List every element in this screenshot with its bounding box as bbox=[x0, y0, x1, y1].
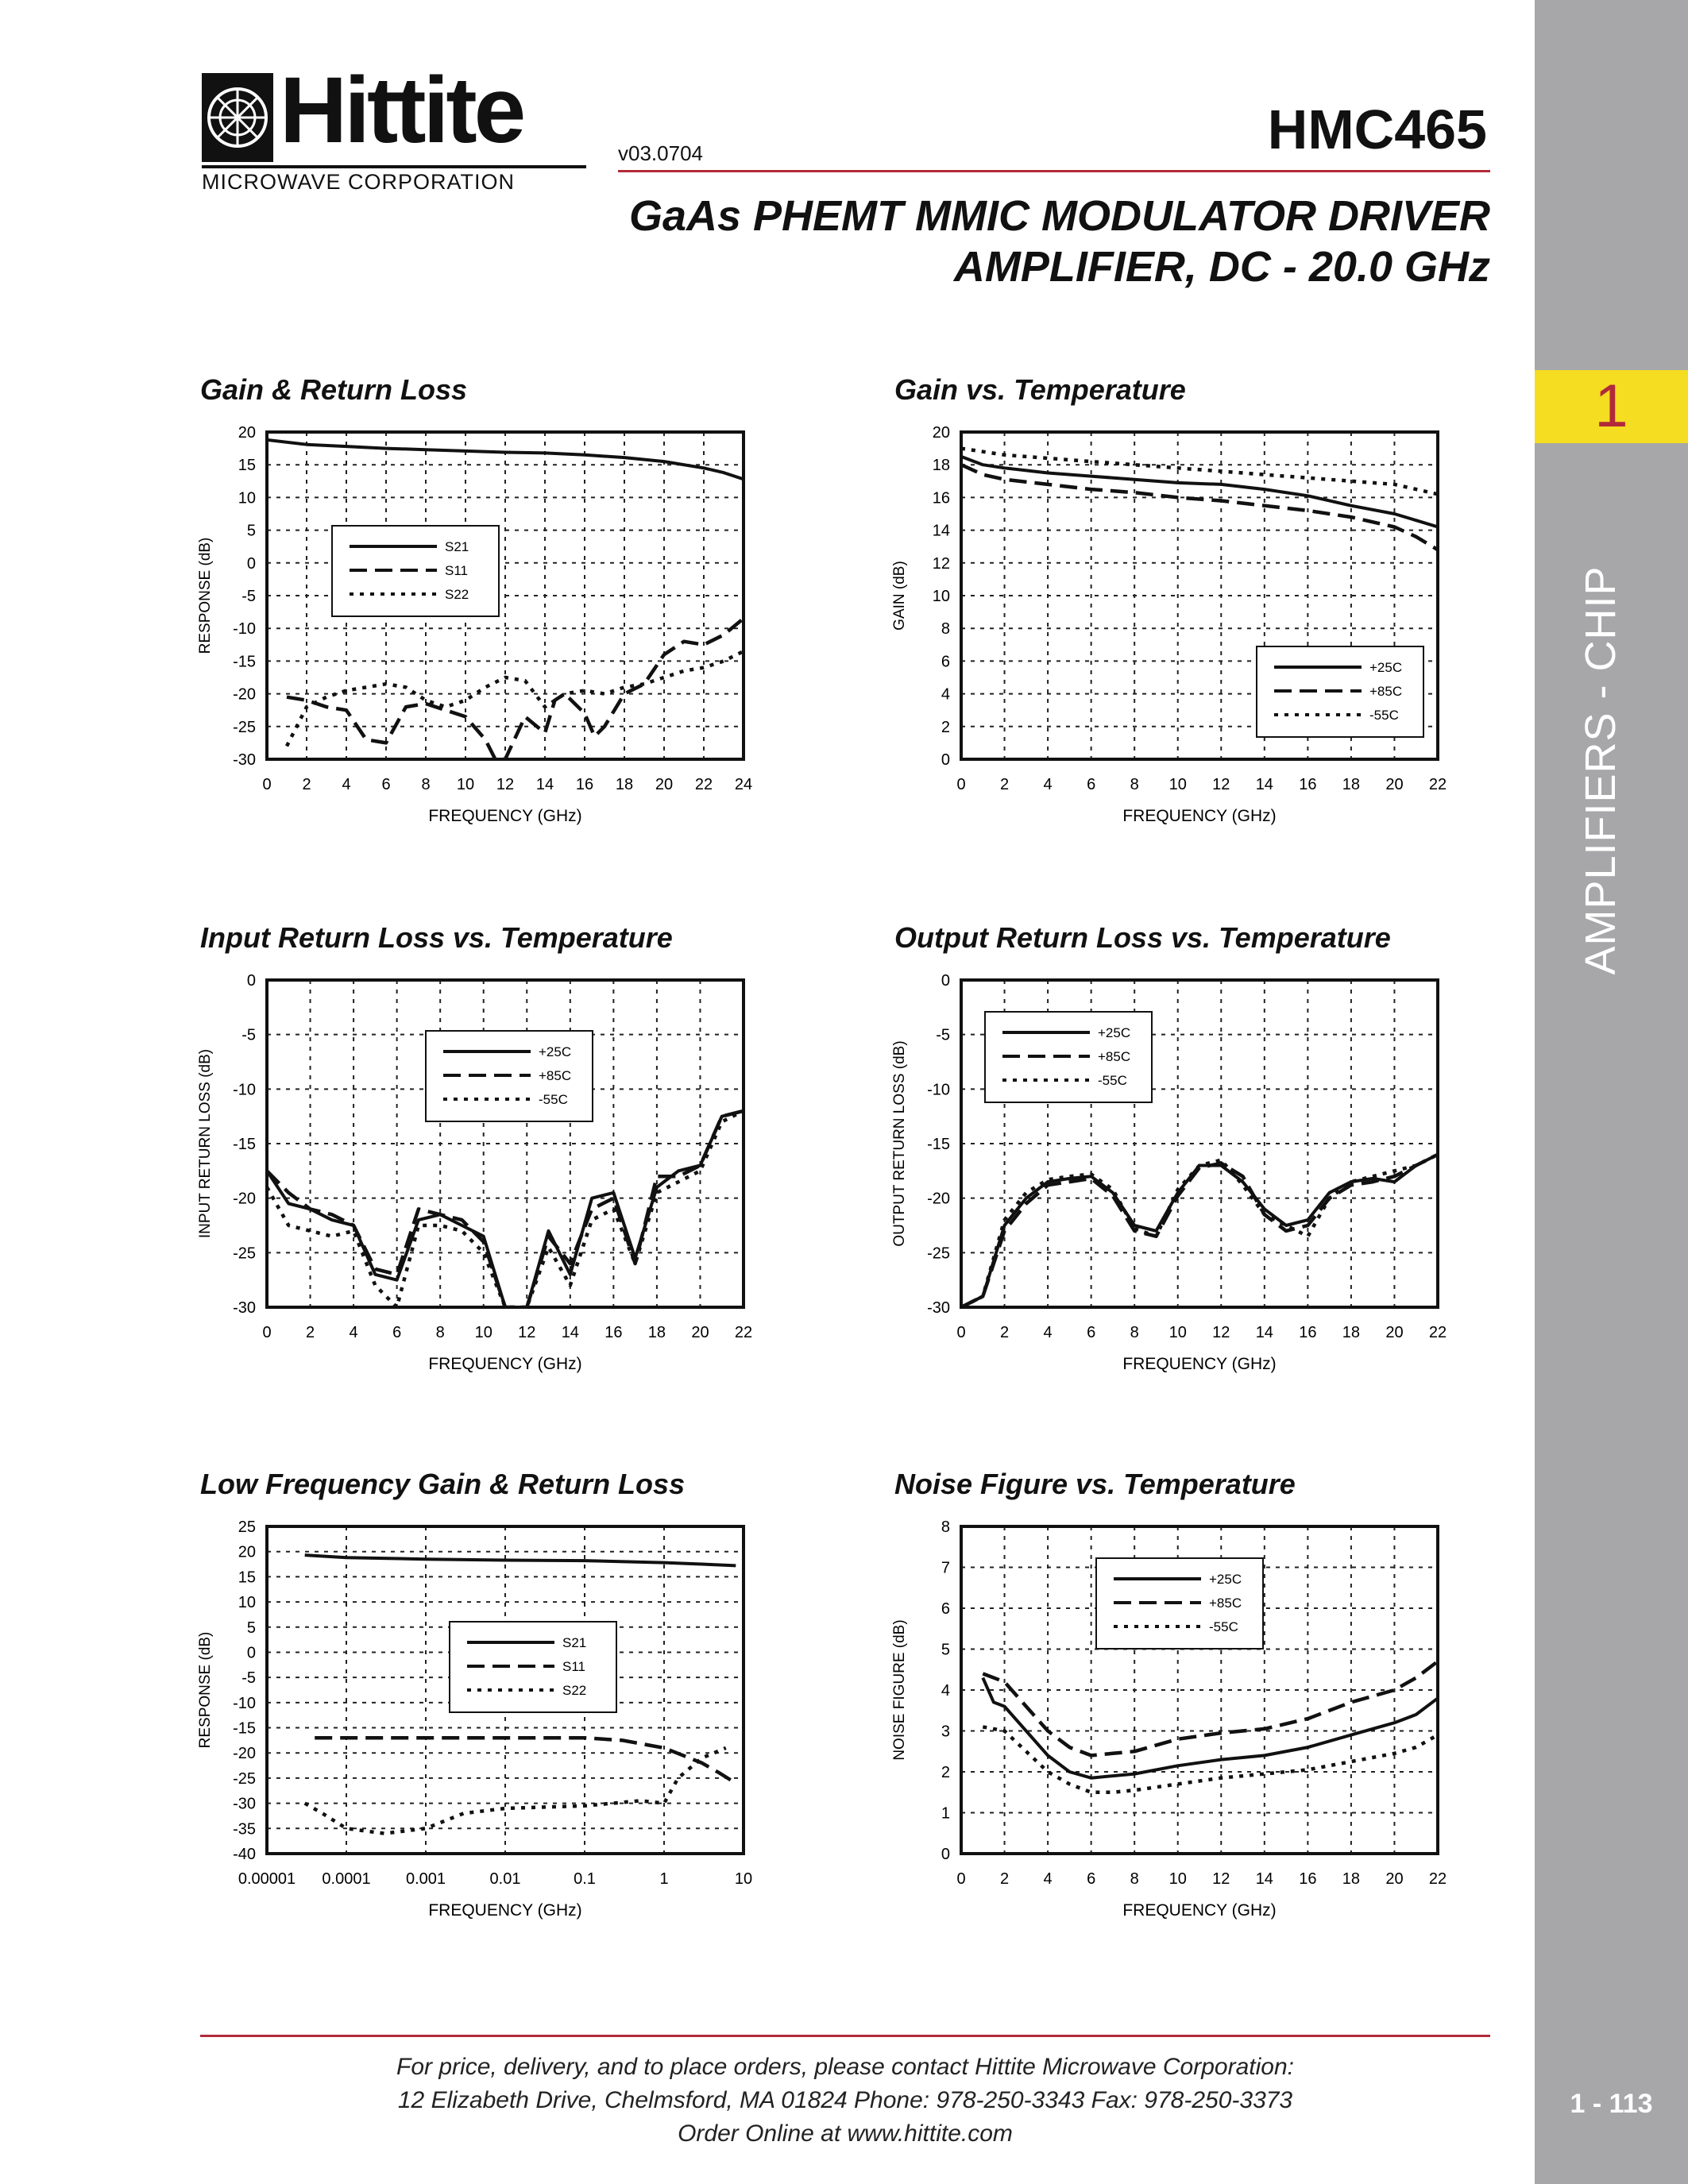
category-label-box bbox=[1553, 540, 1648, 1001]
y-tick-label: -20 bbox=[233, 1190, 256, 1208]
chart-output-return-loss bbox=[885, 969, 1473, 1382]
legend-entry: +85C bbox=[1209, 1596, 1242, 1611]
legend-entry: S21 bbox=[445, 539, 469, 554]
y-tick-label: 18 bbox=[932, 457, 950, 475]
x-tick-label: 12 bbox=[518, 1324, 536, 1341]
series-line-85C bbox=[267, 1111, 744, 1307]
x-tick-label: 22 bbox=[1428, 1324, 1447, 1341]
legend-entry: S21 bbox=[562, 1635, 587, 1650]
chart-title-output-return-loss: Output Return Loss vs. Temperature bbox=[894, 921, 1391, 954]
y-tick-label: 5 bbox=[246, 522, 256, 540]
x-tick-label: 0 bbox=[956, 776, 966, 793]
y-tick-label: 4 bbox=[941, 685, 950, 704]
x-tick-label: 0.0001 bbox=[322, 1870, 371, 1888]
legend-entry: +25C bbox=[539, 1044, 572, 1059]
x-tick-label: 0 bbox=[956, 1870, 966, 1888]
series-line-S11 bbox=[315, 1738, 736, 1783]
chart-noise-figure bbox=[885, 1515, 1473, 1928]
y-tick-label: 5 bbox=[246, 1619, 256, 1637]
series-line-85C bbox=[983, 1661, 1438, 1756]
x-tick-label: 0.00001 bbox=[238, 1870, 296, 1888]
legend-entry: S11 bbox=[562, 1659, 585, 1674]
y-tick-label: 20 bbox=[932, 424, 950, 442]
x-axis-label: FREQUENCY (GHz) bbox=[1122, 807, 1277, 825]
series-group bbox=[983, 1661, 1438, 1792]
y-tick-label: 16 bbox=[932, 489, 950, 507]
y-tick-label: -15 bbox=[233, 1136, 256, 1153]
category-label: AMPLIFIERS - CHIP bbox=[1577, 565, 1624, 975]
legend bbox=[985, 1012, 1152, 1102]
logo-emblem bbox=[202, 73, 273, 162]
x-tick-label: 18 bbox=[1342, 1870, 1361, 1888]
legend-entry: S11 bbox=[445, 563, 468, 578]
x-tick-label: 12 bbox=[1212, 1324, 1230, 1341]
company-logo-text: Hittite bbox=[280, 58, 523, 163]
y-tick-label: -10 bbox=[233, 1081, 256, 1099]
section-number: 1 bbox=[1594, 372, 1628, 440]
legend-entry: +25C bbox=[1369, 660, 1403, 675]
x-tick-label: 4 bbox=[1043, 1870, 1053, 1888]
x-tick-label: 18 bbox=[1342, 776, 1361, 793]
chart-input-return-loss bbox=[191, 969, 778, 1382]
chart-low-frequency bbox=[191, 1515, 778, 1928]
y-tick-label: 20 bbox=[238, 424, 256, 442]
x-tick-label: 4 bbox=[349, 1324, 358, 1341]
legend bbox=[426, 1031, 593, 1121]
y-tick-label: 0 bbox=[246, 554, 256, 573]
x-tick-label: 18 bbox=[1342, 1324, 1361, 1341]
y-tick-label: -20 bbox=[233, 1745, 256, 1763]
x-tick-label: 4 bbox=[1043, 1324, 1053, 1341]
x-tick-label: 18 bbox=[615, 776, 634, 793]
chart-gain-return-loss bbox=[191, 421, 778, 834]
x-tick-label: 16 bbox=[1299, 1324, 1317, 1341]
series-group bbox=[961, 1155, 1438, 1307]
y-tick-label: -25 bbox=[927, 1244, 950, 1263]
chart-title-noise-figure: Noise Figure vs. Temperature bbox=[894, 1468, 1296, 1500]
doc-title-line2: AMPLIFIER, DC - 20.0 GHz bbox=[953, 243, 1490, 291]
version-label: v03.0704 bbox=[618, 141, 703, 165]
x-tick-label: 10 bbox=[1168, 1870, 1187, 1888]
series-line-55C bbox=[961, 1155, 1438, 1307]
y-tick-label: 1 bbox=[941, 1804, 950, 1823]
chart-title-gain-vs-temp: Gain vs. Temperature bbox=[894, 373, 1186, 406]
series-line-25C bbox=[267, 1111, 744, 1307]
y-axis-label: RESPONSE (dB) bbox=[197, 537, 214, 654]
x-tick-label: 16 bbox=[1299, 776, 1317, 793]
x-tick-label: 16 bbox=[1299, 1870, 1317, 1888]
legend bbox=[450, 1622, 616, 1712]
y-tick-label: -25 bbox=[233, 1769, 256, 1788]
y-tick-label: 20 bbox=[238, 1543, 256, 1561]
y-axis-label: NOISE FIGURE (dB) bbox=[891, 1619, 908, 1761]
x-tick-label: 12 bbox=[1212, 1870, 1230, 1888]
x-tick-label: 2 bbox=[999, 1324, 1010, 1341]
page-number: 1 - 113 bbox=[1570, 2089, 1653, 2119]
x-tick-label: 10 bbox=[474, 1324, 492, 1341]
x-tick-label: 1 bbox=[659, 1870, 669, 1888]
x-tick-label: 20 bbox=[1385, 1324, 1404, 1341]
y-tick-label: -30 bbox=[233, 1299, 256, 1317]
series-line-S21 bbox=[305, 1555, 736, 1565]
chart-title-gain-return-loss: Gain & Return Loss bbox=[200, 373, 468, 406]
part-number: HMC465 bbox=[1267, 98, 1487, 160]
x-tick-label: 20 bbox=[655, 776, 674, 793]
y-tick-label: 14 bbox=[932, 522, 950, 540]
y-tick-label: -40 bbox=[233, 1846, 256, 1863]
y-tick-label: -10 bbox=[233, 620, 256, 639]
series-group bbox=[267, 1111, 744, 1307]
footer-contact-line: For price, delivery, and to place orders, please contact Hittite Microwave Corporation: bbox=[396, 2054, 1294, 2080]
x-tick-label: 2 bbox=[999, 1870, 1010, 1888]
logo-emblem-icon bbox=[202, 73, 273, 162]
x-tick-label: 14 bbox=[1255, 776, 1273, 793]
y-axis-label: INPUT RETURN LOSS (dB) bbox=[197, 1048, 214, 1239]
y-tick-label: -5 bbox=[241, 1669, 256, 1688]
y-tick-label: 15 bbox=[238, 457, 256, 475]
x-tick-label: 0.001 bbox=[405, 1870, 446, 1888]
y-tick-label: -5 bbox=[241, 1026, 256, 1044]
series-line-25C bbox=[983, 1678, 1438, 1778]
y-tick-label: -30 bbox=[233, 1795, 256, 1813]
legend-entry: +25C bbox=[1209, 1572, 1242, 1587]
x-tick-label: 8 bbox=[1130, 776, 1139, 793]
y-tick-label: 8 bbox=[941, 620, 950, 639]
x-axis-label: FREQUENCY (GHz) bbox=[428, 1901, 582, 1920]
company-subtitle: MICROWAVE CORPORATION bbox=[202, 170, 516, 194]
y-tick-label: -5 bbox=[936, 1026, 950, 1044]
legend-entry: S22 bbox=[445, 587, 469, 602]
series-group bbox=[961, 449, 1438, 550]
x-tick-label: 10 bbox=[1168, 1324, 1187, 1341]
y-tick-label: 12 bbox=[932, 554, 950, 573]
y-tick-label: 10 bbox=[238, 489, 256, 507]
y-tick-label: -5 bbox=[241, 588, 256, 605]
y-tick-label: -10 bbox=[927, 1081, 950, 1099]
x-tick-label: 2 bbox=[305, 1324, 315, 1341]
x-tick-label: 22 bbox=[1428, 776, 1447, 793]
x-tick-label: 12 bbox=[1212, 776, 1230, 793]
y-tick-label: 0 bbox=[941, 751, 950, 769]
series-line-S22 bbox=[287, 651, 744, 747]
x-tick-label: 6 bbox=[1087, 776, 1096, 793]
y-tick-label: 0 bbox=[246, 1644, 256, 1662]
x-tick-label: 10 bbox=[456, 776, 475, 793]
x-tick-label: 20 bbox=[1385, 776, 1404, 793]
legend-entry: +85C bbox=[539, 1068, 572, 1083]
x-tick-label: 24 bbox=[734, 776, 753, 793]
legend-entry: +25C bbox=[1098, 1025, 1131, 1040]
x-tick-label: 22 bbox=[734, 1324, 753, 1341]
chart-gain-vs-temperature bbox=[885, 421, 1473, 834]
legend bbox=[1096, 1558, 1263, 1649]
x-tick-label: 12 bbox=[496, 776, 515, 793]
x-tick-label: 4 bbox=[1043, 776, 1053, 793]
y-tick-label: -25 bbox=[233, 1244, 256, 1263]
x-tick-label: 2 bbox=[302, 776, 311, 793]
x-tick-label: 16 bbox=[575, 776, 594, 793]
side-tab-bar bbox=[1535, 0, 1688, 2184]
x-tick-label: 14 bbox=[1255, 1870, 1273, 1888]
header-rule bbox=[618, 170, 1490, 172]
legend-entry: +85C bbox=[1369, 684, 1403, 699]
y-tick-label: -15 bbox=[927, 1136, 950, 1153]
legend-entry: +85C bbox=[1098, 1049, 1131, 1064]
y-axis-label: OUTPUT RETURN LOSS (dB) bbox=[891, 1040, 908, 1247]
y-tick-label: 6 bbox=[941, 653, 950, 671]
x-axis-label: FREQUENCY (GHz) bbox=[1122, 1901, 1277, 1920]
y-tick-label: 0 bbox=[246, 972, 256, 990]
series-line-S22 bbox=[305, 1748, 726, 1834]
x-tick-label: 20 bbox=[691, 1324, 709, 1341]
x-tick-label: 8 bbox=[435, 1324, 445, 1341]
x-tick-label: 0.01 bbox=[489, 1870, 521, 1888]
y-tick-label: 2 bbox=[941, 1764, 950, 1781]
x-tick-label: 14 bbox=[535, 776, 554, 793]
x-tick-label: 2 bbox=[999, 776, 1010, 793]
grid bbox=[267, 980, 744, 1307]
y-axis-label: RESPONSE (dB) bbox=[197, 1631, 214, 1749]
legend-entry: -55C bbox=[1369, 708, 1399, 723]
doc-title-line1: GaAs PHEMT MMIC MODULATOR DRIVER bbox=[628, 192, 1490, 240]
y-tick-label: 5 bbox=[941, 1641, 950, 1659]
x-tick-label: 0 bbox=[956, 1324, 966, 1341]
y-tick-label: 2 bbox=[941, 718, 950, 736]
x-axis-label: FREQUENCY (GHz) bbox=[428, 807, 582, 825]
y-tick-label: 8 bbox=[941, 1518, 950, 1536]
x-tick-label: 4 bbox=[342, 776, 351, 793]
y-tick-label: 0 bbox=[941, 1846, 950, 1863]
x-tick-label: 6 bbox=[1087, 1324, 1096, 1341]
y-axis-label: GAIN (dB) bbox=[891, 561, 908, 631]
y-tick-label: 25 bbox=[238, 1518, 256, 1536]
series-line-55C bbox=[267, 1111, 744, 1307]
y-tick-label: 4 bbox=[941, 1682, 950, 1700]
x-tick-label: 0 bbox=[262, 776, 272, 793]
y-tick-label: 3 bbox=[941, 1723, 950, 1741]
y-tick-label: -30 bbox=[927, 1299, 950, 1317]
x-axis-label: FREQUENCY (GHz) bbox=[428, 1355, 582, 1373]
footer-rule bbox=[200, 2035, 1490, 2037]
legend-entry: -55C bbox=[539, 1092, 568, 1107]
y-tick-label: 6 bbox=[941, 1600, 950, 1618]
x-tick-label: 18 bbox=[647, 1324, 666, 1341]
y-tick-label: -15 bbox=[233, 653, 256, 671]
x-tick-label: 6 bbox=[381, 776, 391, 793]
y-tick-label: -20 bbox=[233, 685, 256, 704]
y-tick-label: 10 bbox=[238, 1594, 256, 1612]
x-tick-label: 16 bbox=[605, 1324, 623, 1341]
legend bbox=[1257, 646, 1423, 737]
x-tick-label: 22 bbox=[694, 776, 713, 793]
x-tick-label: 10 bbox=[734, 1870, 753, 1888]
y-tick-label: -10 bbox=[233, 1694, 256, 1712]
x-axis-label: FREQUENCY (GHz) bbox=[1122, 1355, 1277, 1373]
series-line-25C bbox=[961, 457, 1438, 527]
y-tick-label: 0 bbox=[941, 972, 950, 990]
x-tick-label: 10 bbox=[1168, 776, 1187, 793]
y-tick-label: -15 bbox=[233, 1719, 256, 1738]
x-tick-label: 20 bbox=[1385, 1870, 1404, 1888]
y-tick-label: -25 bbox=[233, 718, 256, 736]
x-tick-label: 14 bbox=[561, 1324, 579, 1341]
legend-entry: -55C bbox=[1209, 1619, 1238, 1634]
footer-address-line: 12 Elizabeth Drive, Chelmsford, MA 01824 Phone: 978-250-3343 Fax: 978-250-3373 bbox=[397, 2087, 1293, 2113]
x-tick-label: 6 bbox=[392, 1324, 402, 1341]
x-tick-label: 6 bbox=[1087, 1870, 1096, 1888]
y-tick-label: 10 bbox=[932, 588, 950, 605]
x-tick-label: 8 bbox=[421, 776, 431, 793]
x-tick-label: 8 bbox=[1130, 1324, 1139, 1341]
y-tick-label: -20 bbox=[927, 1190, 950, 1208]
x-tick-label: 0 bbox=[262, 1324, 272, 1341]
x-tick-label: 14 bbox=[1255, 1324, 1273, 1341]
chart-title-low-freq: Low Frequency Gain & Return Loss bbox=[200, 1468, 686, 1500]
legend-entry: S22 bbox=[562, 1683, 587, 1698]
legend-entry: -55C bbox=[1098, 1073, 1127, 1088]
y-tick-label: -35 bbox=[233, 1820, 256, 1839]
x-tick-label: 8 bbox=[1130, 1870, 1139, 1888]
y-tick-label: 7 bbox=[941, 1559, 950, 1577]
x-tick-label: 0.1 bbox=[574, 1870, 596, 1888]
footer-online-link[interactable]: Order Online at www.hittite.com bbox=[678, 2120, 1013, 2147]
y-tick-label: 15 bbox=[238, 1569, 256, 1587]
legend bbox=[332, 526, 499, 616]
x-tick-label: 22 bbox=[1428, 1870, 1447, 1888]
logo-underline bbox=[202, 165, 586, 168]
chart-title-input-return-loss: Input Return Loss vs. Temperature bbox=[200, 921, 673, 954]
y-tick-label: -30 bbox=[233, 751, 256, 769]
